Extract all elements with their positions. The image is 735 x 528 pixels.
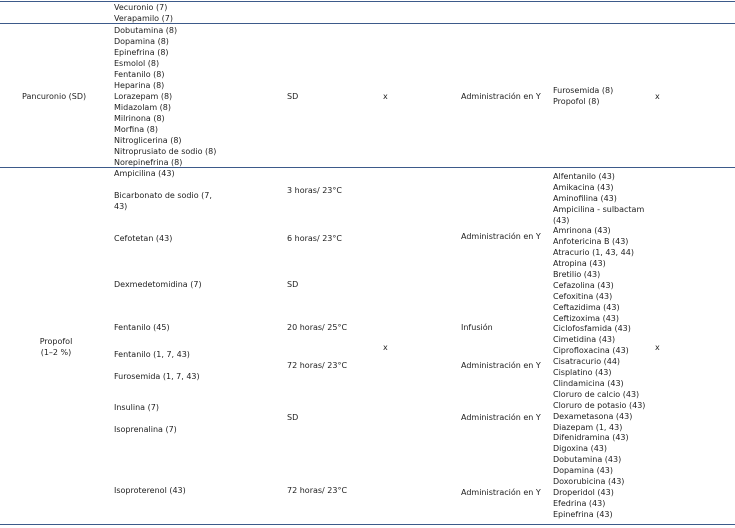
list-item: Ampicilina - sulbactam (43) — [553, 204, 645, 225]
top-row-drug-list — [114, 2, 173, 24]
list-item: Digoxina (43) — [553, 444, 608, 454]
row-divider — [0, 167, 735, 168]
pancuronio-route: Administración en Y — [461, 92, 541, 101]
propofol-compatible-item: Cefotetan (43) — [114, 234, 173, 243]
list-item: Epinefrina (43) — [553, 509, 613, 519]
list-item: Atracurio (1, 43, 44) — [553, 248, 634, 258]
propofol-concentration: (1–2 %) — [40, 348, 72, 357]
list-item: Doxorubicina (43) — [553, 476, 625, 486]
list-item: Cloruro de calcio (43) — [553, 389, 640, 399]
list-item: Fentanilo (8) — [114, 70, 165, 79]
list-item: Nitroprusiato de sodio (8) — [114, 147, 217, 156]
table-top-rule — [0, 1, 735, 2]
propofol-stability: 72 horas/ 23°C — [287, 361, 348, 370]
pancuronio-stability: SD — [287, 92, 299, 101]
list-item: Amrinona (43) — [553, 226, 611, 236]
propofol-compatible-item: Fentanilo (45) — [114, 323, 170, 332]
propofol-compatible-item: Isoproterenol (43) — [114, 486, 186, 495]
list-item: Dexametasona (43) — [553, 411, 633, 421]
list-item: Aminofilina (43) — [553, 193, 617, 203]
list-item: Furosemida (8) — [553, 86, 614, 95]
propofol-compatible-item: Dexmedetomidina (7) — [114, 280, 202, 289]
list-item: Cefoxitina (43) — [553, 291, 613, 301]
pancuronio-mark: x — [383, 92, 388, 101]
propofol-drug-name — [36, 336, 76, 358]
list-item: Cisatracurio (44) — [553, 357, 621, 367]
list-item: Epinefrina (8) — [114, 48, 169, 57]
pancuronio-drug-name: Pancuronio (SD) — [22, 92, 87, 101]
propofol-compatible-item: Ampicilina (43) — [114, 169, 175, 178]
propofol-compatible-item: Bicarbonato de sodio (7, 43) — [114, 191, 212, 211]
propofol-compatible-item: Fentanilo (1, 7, 43) — [114, 350, 190, 359]
list-item: Difenidramina (43) — [553, 433, 629, 443]
pancuronio-mark-2: x — [655, 92, 660, 101]
propofol-incompatible-list — [553, 171, 653, 520]
list-item: Ciprofloxacina (43) — [553, 346, 629, 356]
list-item: Dobutamina (8) — [114, 26, 178, 35]
list-item: Midazolam (8) — [114, 103, 171, 112]
list-item: Cisplatino (43) — [553, 368, 612, 378]
list-item: Atropina (43) — [553, 259, 606, 269]
propofol-route: Administración en Y — [461, 488, 541, 497]
list-item: Verapamilo (7) — [114, 14, 173, 23]
list-item: Droperidol (43) — [553, 487, 614, 497]
list-item: Diazepam (1, 43) — [553, 422, 623, 432]
list-item: Norepinefrina (8) — [114, 158, 183, 167]
list-item: Vecuronio (7) — [114, 3, 168, 12]
list-item: Efedrina (43) — [553, 498, 606, 508]
pancuronio-compatible-list — [114, 25, 216, 168]
list-item: Cefazolina (43) — [553, 280, 614, 290]
propofol-name: Propofol — [39, 337, 73, 346]
propofol-compatible-item: Isoprenalina (7) — [114, 425, 177, 434]
propofol-route: Administración en Y — [461, 413, 541, 422]
list-item: Dobutamina (43) — [553, 455, 622, 465]
list-item: Propofol (8) — [553, 97, 600, 106]
list-item: Dopamina (8) — [114, 37, 169, 46]
list-item: Anfotericina B (43) — [553, 237, 629, 247]
propofol-mark-2: x — [655, 343, 660, 352]
list-item: Amikacina (43) — [553, 182, 614, 192]
propofol-stability: 20 horas/ 25°C — [287, 323, 348, 332]
list-item: Heparina (8) — [114, 81, 165, 90]
propofol-mark: x — [383, 343, 388, 352]
list-item: Lorazepam (8) — [114, 92, 173, 101]
list-item: Ceftizoxima (43) — [553, 313, 620, 323]
row-divider — [0, 23, 735, 24]
list-item: Clindamicina (43) — [553, 378, 624, 388]
propofol-stability: 3 horas/ 23°C — [287, 186, 342, 195]
list-item: Bretilio (43) — [553, 270, 601, 280]
list-item: Cimetidina (43) — [553, 335, 616, 345]
list-item: Esmolol (8) — [114, 59, 160, 68]
list-item: Morfina (8) — [114, 125, 158, 134]
propofol-stability: SD — [287, 280, 299, 289]
propofol-route: Administración en Y — [461, 361, 541, 370]
list-item: Ceftazidima (43) — [553, 302, 620, 312]
pancuronio-incompatible-list — [553, 85, 613, 107]
propofol-stability: 6 horas/ 23°C — [287, 234, 342, 243]
propofol-route: Administración en Y — [461, 232, 541, 241]
list-item: Ciclofosfamida (43) — [553, 324, 631, 334]
propofol-compatible-item: Furosemida (1, 7, 43) — [114, 372, 200, 381]
propofol-stability: 72 horas/ 23°C — [287, 486, 348, 495]
propofol-compatible-item: Insulina (7) — [114, 403, 159, 412]
table-bottom-rule — [0, 524, 735, 525]
propofol-route: Infusión — [461, 323, 493, 332]
propofol-stability: SD — [287, 413, 299, 422]
list-item: Cloruro de potasio (43) — [553, 400, 646, 410]
list-item: Milrinona (8) — [114, 114, 165, 123]
list-item: Alfentanilo (43) — [553, 172, 615, 181]
list-item: Nitroglicerina (8) — [114, 136, 182, 145]
list-item: Dopamina (43) — [553, 466, 613, 476]
